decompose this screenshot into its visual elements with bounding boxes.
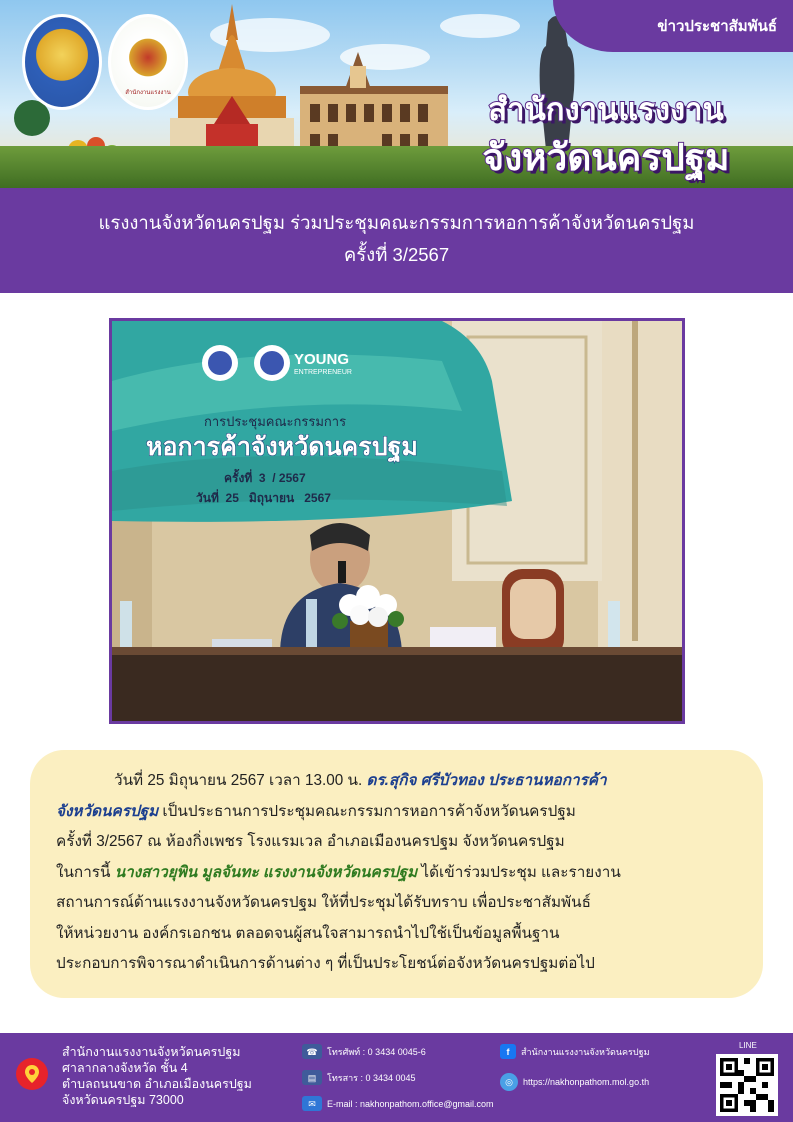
email-icon: ✉	[302, 1096, 322, 1111]
fax-contact	[302, 1070, 416, 1085]
photo-banner-big: หอการค้าจังหวัดนครปฐม	[146, 433, 418, 461]
office-title-line2: จังหวัดนครปฐม	[482, 137, 730, 178]
story-text: ได้เข้าร่วมประชุม และรายงาน	[417, 863, 621, 881]
headline-line1: แรงงานจังหวัดนครปฐม ร่วมประชุมคณะกรรมการหอการค้าจังหวัดนครปฐม	[98, 212, 695, 233]
fax-text: โทรสาร : 0 3434 0045	[327, 1072, 416, 1083]
meeting-photo-scene	[112, 321, 682, 721]
phone-text: โทรศัพท์ : 0 3434 0045-6	[327, 1046, 426, 1057]
story-line	[56, 766, 737, 797]
story-text: ในการนี้	[56, 863, 115, 881]
facebook-text[interactable]: สำนักงานแรงงานจังหวัดนครปฐม	[521, 1046, 650, 1057]
footer	[0, 1033, 793, 1122]
story-line	[56, 797, 737, 828]
seal-caption: สำนักงานแรงงาน	[125, 89, 171, 96]
news-category-tab	[553, 0, 793, 52]
story-line: ให้หน่วยงาน องค์กรเอกชน ตลอดจนผู้สนใจสามารถนำไปใช้เป็นข้อมูลพื้นฐาน	[56, 924, 560, 942]
headline-bar	[0, 188, 793, 293]
story-line	[56, 858, 737, 889]
labour-office-seal-icon	[108, 14, 188, 110]
line-qr-code-icon[interactable]	[716, 1054, 778, 1116]
line-label: LINE	[739, 1041, 757, 1050]
address-line: สำนักงานแรงงานจังหวัดนครปฐม	[62, 1045, 241, 1059]
address-line: จังหวัดนครปฐม 73000	[62, 1093, 184, 1107]
headline-line2: ครั้งที่ 3/2567	[343, 244, 450, 265]
photo-banner-small: การประชุมคณะกรรมการ	[204, 414, 347, 429]
office-address	[62, 1044, 252, 1108]
news-category-label: ข่าวประชาสัมพันธ์	[657, 18, 777, 35]
photo-banner-date: วันที่ 25 มิถุนายน 2567	[196, 491, 331, 505]
story-line: ประกอบการพิจารณาดำเนินการด้านต่าง ๆ ที่เป็นประโยชน์ต่อจังหวัดนครปฐมต่อไป	[56, 955, 595, 972]
email-text[interactable]: E-mail : nakhonpathom.office@gmail.com	[327, 1098, 494, 1109]
news-story-box	[30, 750, 763, 998]
province-seal-icon	[22, 14, 102, 110]
meeting-photo	[109, 318, 685, 724]
phone-contact	[302, 1044, 426, 1059]
labour-officer-name: นางสาวยุพิน มูลจันทะ แรงงานจังหวัดนครปฐม	[114, 863, 418, 881]
address-line: ศาลากลางจังหวัด ชั้น 4	[62, 1061, 188, 1075]
chairman-name: ดร.สุกิจ ศรีบัวทอง ประธานหอการค้า	[366, 772, 607, 789]
story-line: สถานการณ์ด้านแรงงานจังหวัดนครปฐม ให้ที่ประชุมได้รับทราบ เพื่อประชาสัมพันธ์	[56, 894, 591, 911]
globe-icon: ◎	[500, 1073, 518, 1091]
story-date-text: วันที่ 25 มิถุนายน 2567 เวลา 13.00 น.	[114, 772, 367, 789]
photo-banner-brand-sub: ENTREPRENEUR	[294, 369, 352, 376]
photo-banner-meeting-no: ครั้งที่ 3 / 2567	[224, 471, 306, 485]
location-pin-icon	[16, 1058, 48, 1090]
facebook-icon: f	[500, 1044, 516, 1059]
phone-icon: ☎	[302, 1044, 322, 1059]
fax-icon: ▤	[302, 1070, 322, 1085]
story-text: เป็นประธานการประชุมคณะกรรมการหอการค้าจังหวัดนครปฐม	[158, 802, 576, 820]
photo-banner-brand: YOUNG	[294, 351, 350, 368]
website-contact[interactable]	[500, 1073, 649, 1091]
facebook-contact[interactable]	[500, 1044, 650, 1059]
office-title-line1: สำนักงานแรงงาน	[488, 92, 724, 127]
header-banner	[0, 0, 793, 188]
website-text[interactable]: https://nakhonpathom.mol.go.th	[523, 1077, 650, 1087]
address-line: ตำบลถนนขาด อำเภอเมืองนครปฐม	[62, 1077, 252, 1091]
story-line: ครั้งที่ 3/2567 ณ ห้องกิ่งเพชร โรงแรมเวล อำเภอเมืองนครปฐม จังหวัดนครปฐม	[56, 833, 565, 850]
email-contact[interactable]	[302, 1096, 494, 1111]
chairman-org: จังหวัดนครปฐม	[56, 802, 159, 820]
